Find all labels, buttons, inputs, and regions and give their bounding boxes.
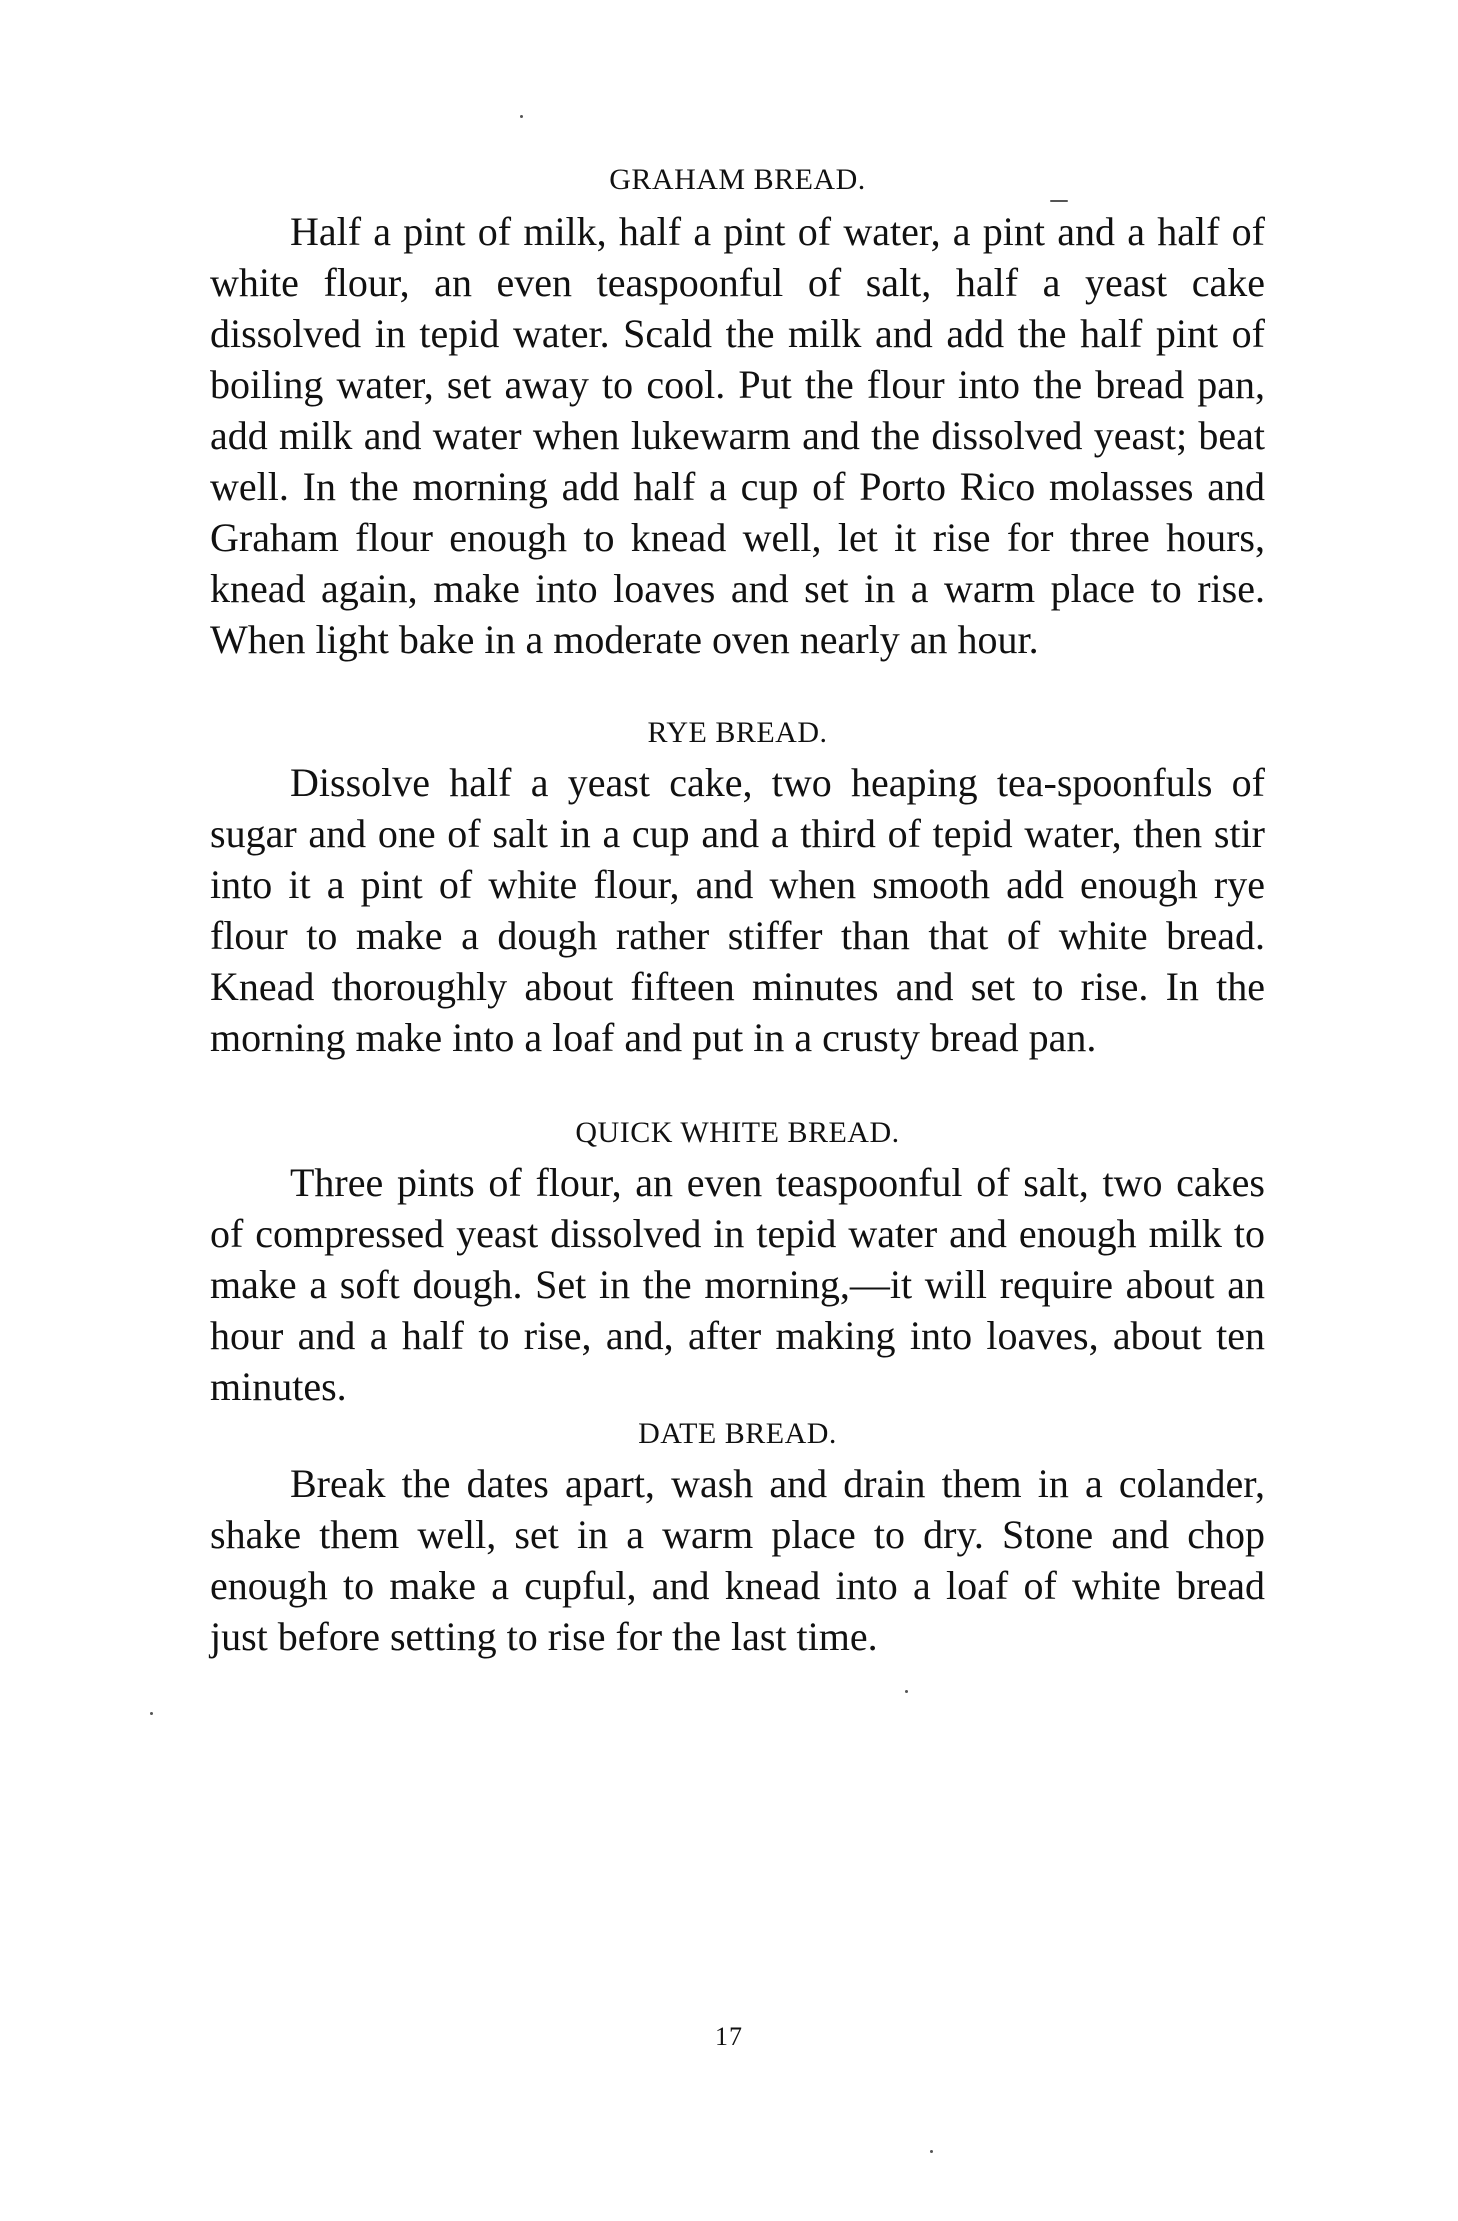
recipe-graham-bread — [210, 160, 1265, 665]
recipe-body: Break the dates apart, wash and drain them in a colander, shake them well, set in a warm place to dry. Stone and chop enough to make a cupful, and knead into a loaf of white bread just before setting to rise for the last time. — [210, 1461, 1265, 1659]
recipe-date-bread — [210, 1414, 1265, 1662]
print-speck — [520, 115, 523, 118]
print-speck — [150, 1712, 153, 1715]
recipe-body: Dissolve half a yeast cake, two heaping tea-spoonfuls of sugar and one of salt in a cup and a third of tepid water, then stir into it a pint of white flour, and when smooth add enough rye flour to make a dough rather stiffer than that of white bread. Knead thoroughly about fifteen minutes and set to rise. In the morning make into a loaf and put in a crusty bread pan. — [210, 760, 1265, 1060]
recipe-title: GRAHAM BREAD. — [609, 163, 866, 196]
page-number: 17 — [715, 2022, 743, 2051]
recipe-title: DATE BREAD. — [638, 1417, 837, 1450]
text-column — [210, 160, 1265, 1662]
recipe-title: RYE BREAD. — [647, 716, 828, 749]
recipe-quick-white-bread — [210, 1113, 1265, 1412]
recipe-rye-bread — [210, 713, 1265, 1063]
print-speck — [930, 2150, 933, 2153]
recipe-body: Three pints of flour, an even teaspoonful of salt, two cakes of compressed yeast dissolved in tepid water and enough milk to make a soft dough. Set in the morning,—it will require about an hour and a half to rise, and, after making into loaves, about ten minutes. — [210, 1160, 1265, 1409]
recipe-body: Half a pint of milk, half a pint of water, a pint and a half of white flour, an even teaspoonful of salt, half a yeast cake dissolved in tepid water. Scald the milk and add the half pint of boiling water, set away to cool. Put the flour into the bread pan, add milk and water when lukewarm and the dissolved yeast; beat well. In the morning add half a cup of Porto Rico molasses and Graham flour enough to knead well, let it rise for three hours, knead again, make into loaves and set in a warm place to rise. When light bake in a moderate oven nearly an hour. — [210, 209, 1265, 662]
recipe-title: QUICK WHITE BREAD. — [575, 1116, 900, 1149]
print-speck — [905, 1690, 908, 1693]
